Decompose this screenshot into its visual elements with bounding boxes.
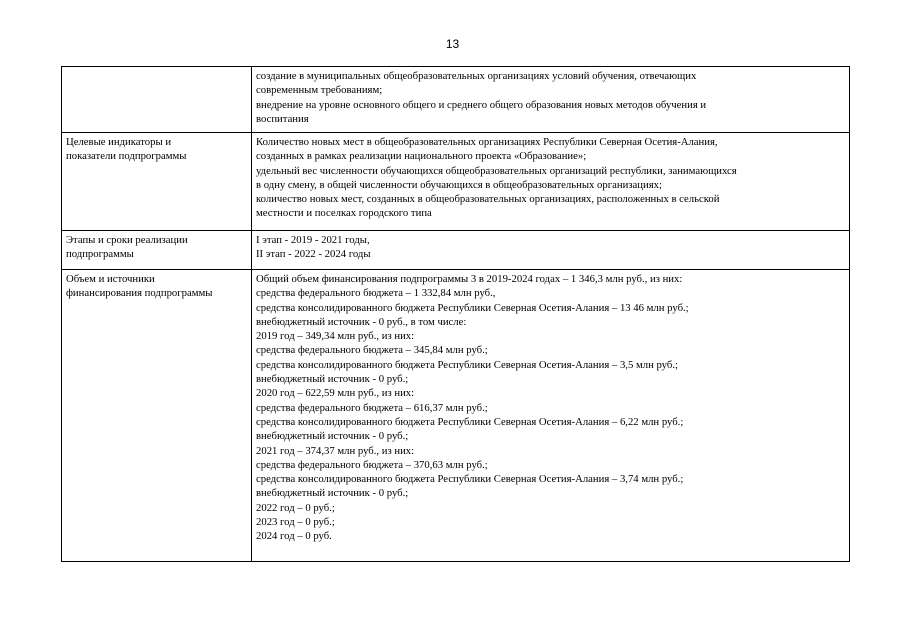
content-line: средства федерального бюджета – 370,63 млн руб.; bbox=[256, 458, 488, 471]
row-content-cell bbox=[252, 133, 850, 231]
label-line: подпрограммы bbox=[66, 248, 134, 261]
content-line: средства федерального бюджета – 345,84 млн руб.; bbox=[256, 344, 488, 357]
label-line: Объем и источники bbox=[66, 273, 155, 285]
content-line: созданных в рамках реализации национального проекта «Образование»; bbox=[256, 150, 587, 163]
content-line: средства федерального бюджета – 616,37 млн руб.; bbox=[256, 401, 488, 414]
row-content-cell bbox=[252, 270, 850, 562]
content-line: средства консолидированного бюджета Республики Северная Осетия-Алания – 6,22 млн руб.; bbox=[256, 415, 684, 428]
content-line: современным требованиям; bbox=[256, 84, 383, 97]
table-row bbox=[62, 133, 850, 231]
content-line: в одну смену, в общей численности обучающихся в общеобразовательных организациях; bbox=[256, 178, 662, 191]
content-line: средства федерального бюджета – 1 332,84 млн руб., bbox=[256, 287, 496, 300]
content-line: средства консолидированного бюджета Республики Северная Осетия-Алания – 3,74 млн руб.; bbox=[256, 473, 684, 486]
label-line: показатели подпрограммы bbox=[66, 150, 187, 163]
content-line: внедрение на уровне основного общего и среднего общего образования новых методов обучения и bbox=[256, 98, 707, 111]
row-label-cell bbox=[62, 67, 252, 133]
content-line: удельный вес численности обучающихся общеобразовательных организаций республики, занимающихся bbox=[256, 164, 737, 177]
content-line: I этап - 2019 - 2021 годы, bbox=[256, 234, 370, 246]
row-label-cell bbox=[62, 270, 252, 562]
content-line: II этап - 2022 - 2024 годы bbox=[256, 248, 371, 261]
subprogram-passport-table bbox=[61, 66, 850, 562]
content-line: внебюджетный источник - 0 руб., в том числе: bbox=[256, 315, 467, 328]
content-line: 2019 год – 349,34 млн руб., из них: bbox=[256, 330, 415, 343]
row-label-cell bbox=[62, 133, 252, 231]
row-content-cell bbox=[252, 67, 850, 133]
label-line: Целевые индикаторы и bbox=[66, 136, 172, 148]
table-row bbox=[62, 231, 850, 270]
content-line: создание в муниципальных общеобразовательных организациях условий обучения, отвечающих bbox=[256, 70, 697, 82]
content-line: 2022 год – 0 руб.; bbox=[256, 501, 335, 514]
content-line: внебюджетный источник - 0 руб.; bbox=[256, 373, 409, 386]
content-line: 2020 год – 622,59 млн руб., из них: bbox=[256, 387, 415, 400]
content-line: Количество новых мест в общеобразовательных организациях Республики Северная Осетия-Алания, bbox=[256, 136, 718, 148]
row-content-cell bbox=[252, 231, 850, 270]
content-line: внебюджетный источник - 0 руб.; bbox=[256, 487, 409, 500]
content-line: количество новых мест, созданных в общеобразовательных организациях, расположенных в сельской bbox=[256, 193, 720, 206]
label-line: Этапы и сроки реализации bbox=[66, 234, 188, 246]
table-row bbox=[62, 270, 850, 562]
table-row bbox=[62, 67, 850, 133]
content-line: местности и поселках городского типа bbox=[256, 207, 432, 220]
content-line: воспитания bbox=[256, 112, 309, 125]
content-line: 2021 год – 374,37 млн руб., из них: bbox=[256, 444, 415, 457]
content-line: 2024 год – 0 руб. bbox=[256, 530, 332, 543]
content-line: Общий объем финансирования подпрограммы 3 в 2019-2024 годах – 1 346,3 млн руб., из них: bbox=[256, 273, 683, 285]
page-number: 13 bbox=[445, 37, 460, 51]
content-line: средства консолидированного бюджета Республики Северная Осетия-Алания – 3,5 млн руб.; bbox=[256, 358, 678, 371]
content-line: средства консолидированного бюджета Республики Северная Осетия-Алания – 13 46 млн руб.; bbox=[256, 301, 689, 314]
label-line: финансирования подпрограммы bbox=[66, 287, 213, 300]
content-line: внебюджетный источник - 0 руб.; bbox=[256, 430, 409, 443]
content-line: 2023 год – 0 руб.; bbox=[256, 516, 335, 529]
row-label-cell bbox=[62, 231, 252, 270]
